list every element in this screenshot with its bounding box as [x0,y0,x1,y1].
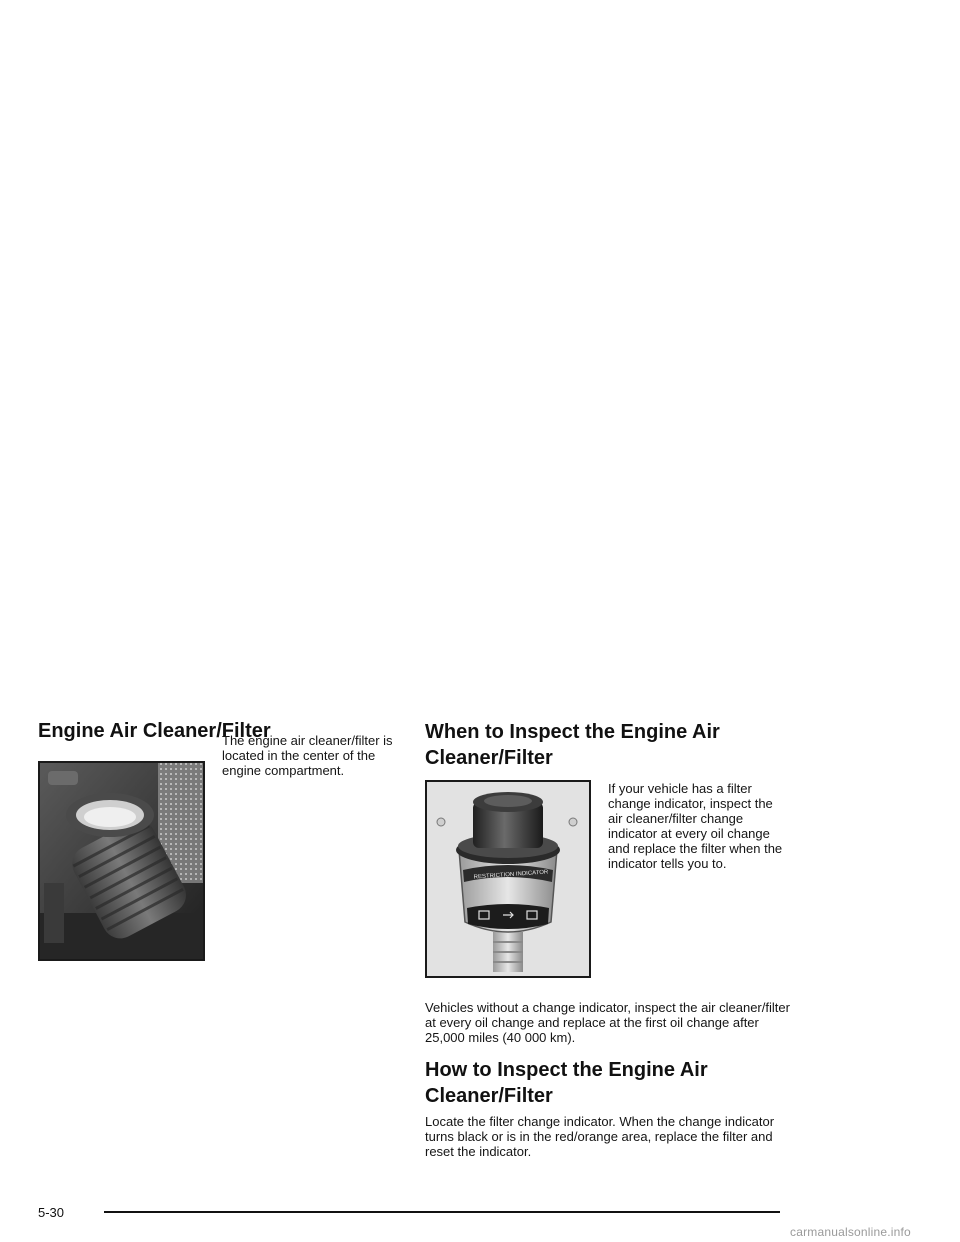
section-heading-when-to-inspect: When to Inspect the Engine Air Cleaner/Filter [425,721,720,769]
page-number: 5-30 [38,1205,65,1220]
filter-change-indicator-image [427,782,589,976]
section-heading-engine-air-cleaner: Engine Air Cleaner/Filter [38,720,271,742]
engine-air-cleaner-image [40,763,203,959]
filter-indicator-photo [425,780,591,978]
paragraph-without-indicator: Vehicles without a change indicator, inspect the air cleaner/filter at every oil change and replace at the first oil change after 25,000 miles (40 000 km). [425,1000,790,1045]
engine-air-cleaner-caption: The engine air cleaner/filter is located in the center of the engine compartment. [222,733,393,778]
watermark-text: carmanualsonline.info [790,1225,911,1239]
paragraph-how-to-inspect: Locate the filter change indicator. When the change indicator turns black or is in the red/orange area, replace the filter and reset the indicator. [425,1114,775,1159]
footer-rule [104,1211,780,1213]
indicator-label-text: RESTRICTION INDICATOR [473,869,549,881]
filter-indicator-caption: If your vehicle has a filter change indicator, inspect the air cleaner/filter change indicator at every oil change and replace the filter when the indicator tells you to. [608,781,783,871]
section-heading-how-to-inspect: How to Inspect the Engine Air Cleaner/Filter [425,1059,708,1107]
engine-compartment-photo [38,761,205,961]
